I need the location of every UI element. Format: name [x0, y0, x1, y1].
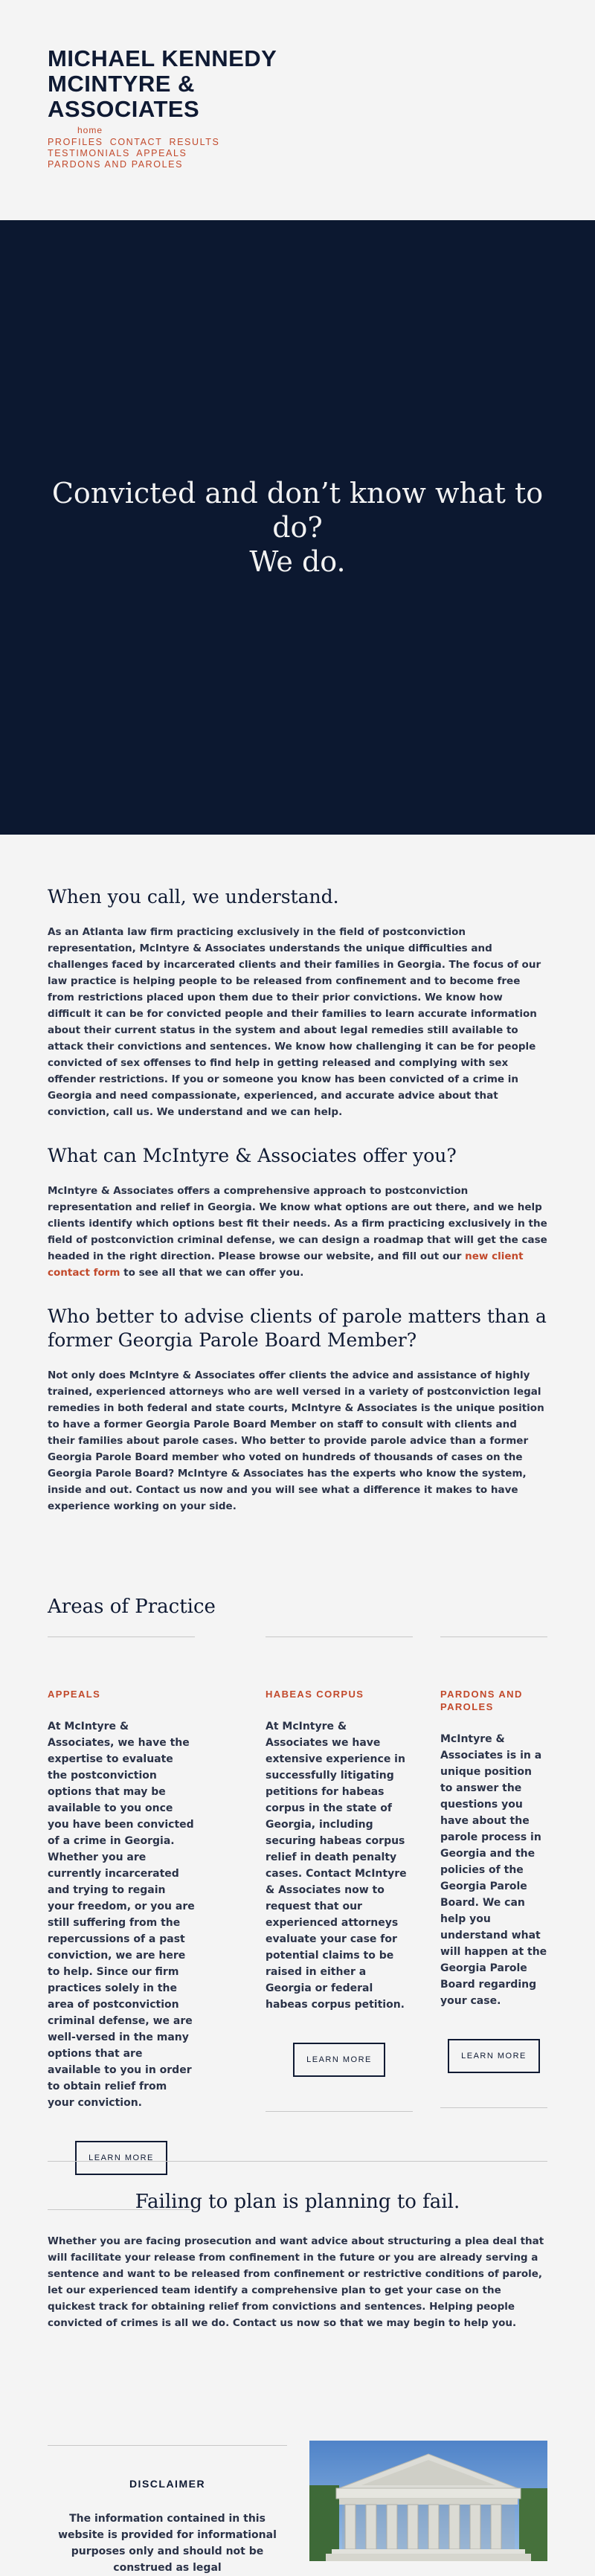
nav-appeals-link[interactable]: APPEALS: [136, 148, 187, 158]
practice-areas-title: Areas of Practice: [48, 1596, 216, 1618]
nav-pardons-paroles-link[interactable]: PARDONS AND PAROLES: [48, 159, 184, 170]
new-client-form-link[interactable]: new client contact form: [48, 1250, 524, 1279]
disclaimer-body: The information contained in this website is provided for informational purposes only and should not be construed as legal: [58, 2513, 277, 2574]
card-body: At McIntyre & Associates, we have the expertise to evaluate the postconviction options that may be available to you once you have been convicted of a crime in Georgia. Whether you are currently incarcerated and trying to regain your freedom, or you are still suffering from the repercussions of a past conviction, we are here to help. Since our firm practices solely in the area of postconviction criminal defense, we are well-versed in the many options that are available to you in order to obtain relief from your conviction.: [48, 1721, 195, 2109]
card-title: PARDONS AND PAROLES: [440, 1689, 523, 1712]
divider: [48, 2161, 547, 2162]
site-header: [48, 46, 345, 170]
learn-more-button[interactable]: LEARN MORE: [448, 2039, 540, 2073]
section-heading: Who better to advise clients of parole matters than a former Georgia Parole Board Member?: [48, 1305, 547, 1351]
section-body: As an Atlanta law firm practicing exclusively in the field of postconviction representation, McIntyre & Associates understands the unique difficulties and challenges faced by incarcerated clients and their families in Georgia. The focus of our law practice is helping people to be released from confinement and to become free from restrictions placed upon them due to their prior convictions. We know how difficult it can be for convicted people and their families to learn accurate information about their current status in the system and about legal remedies still available to attack their convictions and sentences. We know how challenging it can be for people convicted of sex offenses to find help in getting released and complying with sex offender restrictions. If you or someone you know has been convicted of a crime in Georgia and need compassionate, experienced, and accurate advice about that conviction, call us. We understand and we can help.: [48, 926, 541, 1118]
section-heading: When you call, we understand.: [48, 886, 339, 908]
plan-heading: Failing to plan is planning to fail.: [135, 2191, 460, 2213]
body-text: to see all that we can offer you.: [120, 1267, 304, 1279]
practice-card-pardons-paroles: [440, 1637, 547, 2108]
nav-contact-link[interactable]: CONTACT: [109, 137, 163, 147]
nav-results-link[interactable]: RESULTS: [169, 137, 220, 147]
section-body: [48, 1183, 547, 1281]
divider: [48, 2445, 287, 2446]
hero-headline: [37, 476, 558, 579]
section-body: Not only does McIntyre & Associates offer clients the advice and assistance of highly trained, experienced attorneys who are well versed in a variety of postconviction legal remedies in both federal and state courts, McIntyre & Associates is the unique position to have a former Georgia Parole Board Member on staff to consult with clients and their families about parole cases. Who better to provide parole advice than a former Georgia Parole Board member who voted on hundreds of thousands of cases on the Georgia Parole Board? McIntyre & Associates has the experts who know the system, inside and out. Contact us now and you will see what a difference it makes to have experience working on your side.: [48, 1369, 544, 1512]
courthouse-image: [309, 2441, 547, 2561]
section-heading: What can McIntyre & Associates offer you?: [48, 1145, 457, 1166]
main-nav: [48, 137, 226, 170]
intro-content: [48, 885, 547, 1538]
nav-testimonials-link[interactable]: TESTIMONIALS: [48, 148, 130, 158]
practice-card-appeals: [48, 1637, 195, 2210]
nav-profiles-link[interactable]: PROFILES: [48, 137, 103, 147]
card-body: At McIntyre & Associates we have extensive experience in successfully litigating petitions for habeas corpus in the state of Georgia, including securing habeas corpus relief in death penalty cases. Contact McIntyre & Associates now to request that our experienced attorneys evaluate your case for potential claims to be raised in either a Georgia or federal habeas corpus petition.: [266, 1721, 407, 2011]
card-title: HABEAS CORPUS: [266, 1689, 364, 1700]
hero-banner: [0, 220, 595, 835]
plan-body: Whether you are facing prosecution and want advice about structuring a plea deal that will facilitate your release from confinement in the future or you are already serving a sentence and want to be released from confinement or restrictive conditions of parole, let our experienced team identify a comprehensive plan to get your case on the quickest track for obtaining relief from convictions and sentences. Helping people convicted of crimes is all we do. Contact us now so that we may begin to help you.: [48, 2235, 544, 2329]
learn-more-button[interactable]: LEARN MORE: [293, 2043, 385, 2077]
learn-more-button[interactable]: LEARN MORE: [75, 2141, 167, 2175]
divider: [440, 2107, 547, 2108]
card-title: APPEALS: [48, 1689, 101, 1700]
disclaimer-title: DISCLAIMER: [129, 2478, 206, 2490]
hero-line-2: We do.: [249, 545, 346, 578]
divider: [266, 2111, 413, 2112]
nav-home-link[interactable]: home: [77, 125, 103, 135]
practice-card-habeas-corpus: [266, 1637, 413, 2112]
site-logo-text[interactable]: MICHAEL KENNEDY MCINTYRE & ASSOCIATES: [48, 45, 277, 122]
hero-line-1: Convicted and don’t know what to do?: [51, 477, 544, 544]
card-body: McIntyre & Associates is in a unique position to answer the questions you have about the parole process in Georgia and the policies of the Georgia Parole Board. We can help you understand what will happen at the Georgia Parole Board regarding your case.: [440, 1733, 547, 2007]
body-text: McIntyre & Associates offers a comprehensive approach to postconviction representation and relief in Georgia. We know what options are out there, and we help clients identify which options best fit their needs. As a firm practicing exclusively in the field of postconviction criminal defense, we can design a roadmap that will get the case headed in the right direction. Please browse our website, and fill out our: [48, 1185, 547, 1262]
